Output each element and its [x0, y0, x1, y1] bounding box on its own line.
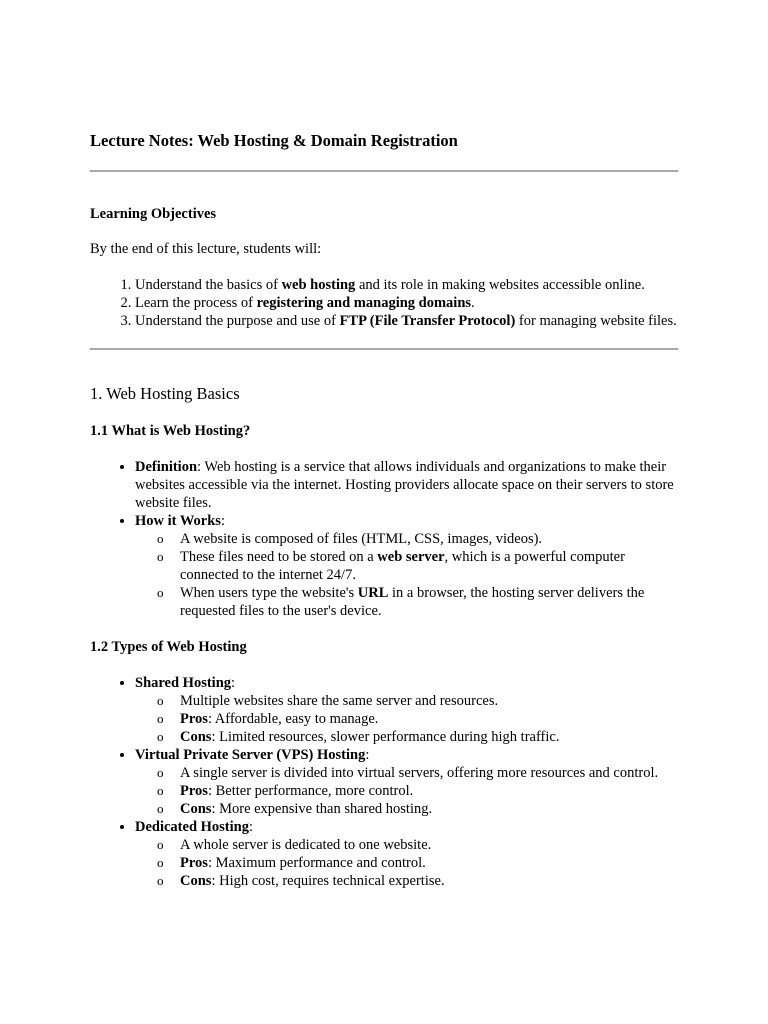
list-item: o These files need to be stored on a web server, which is a powerful computer connected to the internet 24/7. [180, 548, 678, 584]
list-item: o Pros: Maximum performance and control. [180, 854, 678, 872]
vps-hosting-sublist [135, 764, 678, 818]
document-title: Lecture Notes: Web Hosting & Domain Registration [90, 131, 458, 150]
objectives-intro: By the end of this lecture, students will: [90, 241, 322, 257]
list-item: o A website is composed of files (HTML, CSS, images, videos). [180, 530, 678, 548]
list-item: o Cons: High cost, requires technical expertise. [180, 872, 678, 890]
list-item: 2. Learn the process of registering and managing domains. [135, 294, 678, 312]
list-item: • Dedicated Hosting: o A whole server is dedicated to one website. o Pros: Maximum performance and control. o Cons: High cost, requires technical expertise. [135, 818, 678, 890]
hosting-types-list [90, 674, 678, 890]
list-item: • How it Works: o A website is composed of files (HTML, CSS, images, videos). o These files need to be stored on a web server, which is a powerful computer connected to the internet 24/7. o When users type the website's URL in a browser, the hosting server delivers the requested files to the user's device. [135, 512, 678, 620]
list-item: o When users type the website's URL in a browser, the hosting server delivers the requested files to the user's device. [180, 584, 678, 620]
list-item: o Multiple websites share the same server and resources. [180, 692, 678, 710]
what-is-hosting-list [90, 458, 678, 620]
list-item: • Shared Hosting: o Multiple websites share the same server and resources. o Pros: Affordable, easy to manage. o Cons: Limited resources, slower performance during high traffic. [135, 674, 678, 746]
list-item: 1. Understand the basics of web hosting and its role in making websites accessible online. [135, 276, 678, 294]
dedicated-hosting-sublist [135, 836, 678, 890]
list-item: o A whole server is dedicated to one website. [180, 836, 678, 854]
section-heading-web-hosting-basics: 1. Web Hosting Basics [90, 384, 240, 403]
list-item: 3. Understand the purpose and use of FTP (File Transfer Protocol) for managing website files. [135, 312, 678, 330]
list-item: o Pros: Affordable, easy to manage. [180, 710, 678, 728]
list-item: o Cons: More expensive than shared hosting. [180, 800, 678, 818]
how-it-works-sublist [135, 530, 678, 620]
list-item: • Virtual Private Server (VPS) Hosting: o A single server is divided into virtual servers, offering more resources and control. o Pros: Better performance, more control. o Cons: More expensive than shared hosting. [135, 746, 678, 818]
list-item: o Pros: Better performance, more control. [180, 782, 678, 800]
horizontal-rule [90, 170, 678, 172]
learning-objectives-heading: Learning Objectives [90, 206, 217, 222]
objectives-list [90, 276, 678, 330]
horizontal-rule [90, 348, 678, 350]
shared-hosting-sublist [135, 692, 678, 746]
what-is-web-hosting-heading: 1.1 What is Web Hosting? [90, 423, 251, 439]
list-item: o Cons: Limited resources, slower performance during high traffic. [180, 728, 678, 746]
list-item: • Definition: Web hosting is a service that allows individuals and organizations to make their websites accessible via the internet. Hosting providers allocate space on their servers to store website files. [135, 458, 678, 512]
types-of-web-hosting-heading: 1.2 Types of Web Hosting [90, 639, 247, 655]
list-item: o A single server is divided into virtual servers, offering more resources and control. [180, 764, 678, 782]
